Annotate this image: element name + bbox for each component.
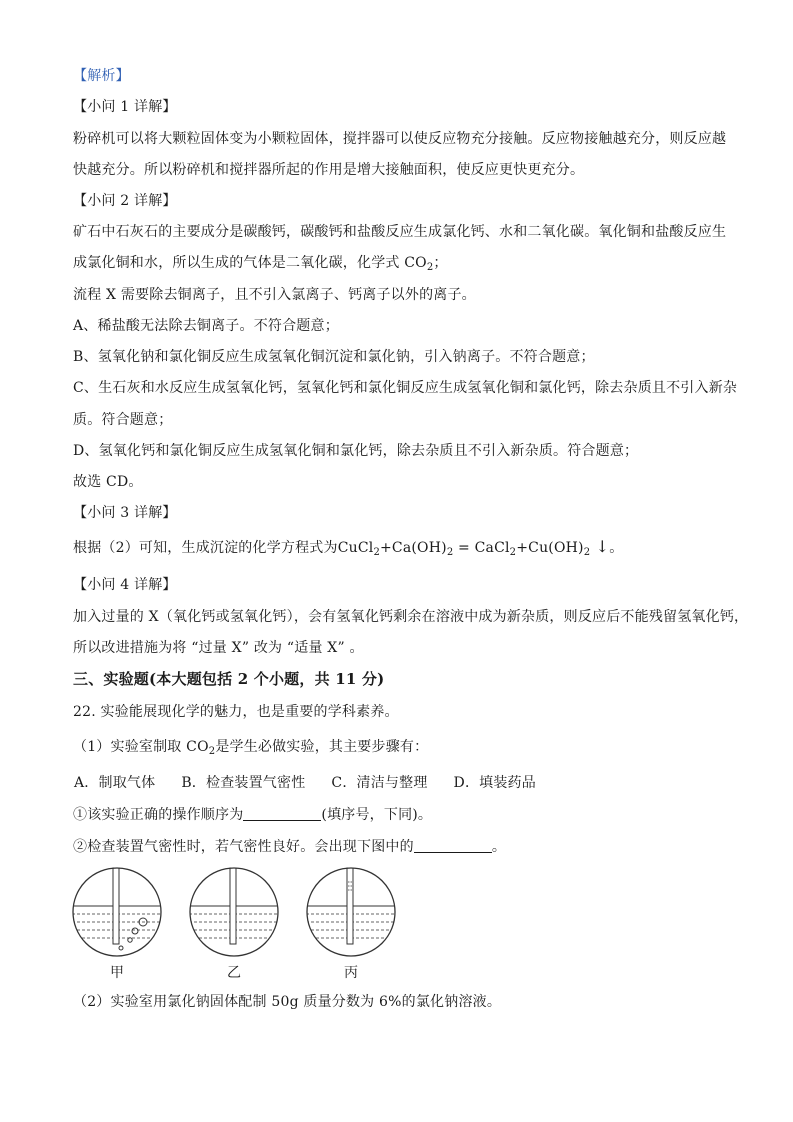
q2-line1: 矿石中石灰石的主要成分是碳酸钙，碳酸钙和盐酸反应生成氯化钙、水和二氧化碳。氧化铜和盐酸反应生 (73, 224, 727, 240)
q22-stem: 22. 实验能展现化学的魅力，也是重要的学科素养。 (73, 704, 399, 720)
q2-option-a: A、稀盐酸无法除去铜离子。不符合题意； (73, 318, 339, 334)
figure-label-yi: 乙 (227, 965, 241, 981)
q22-option-b: B．检查装置气密性 (181, 775, 306, 791)
figure-bing (306, 868, 396, 956)
eq-sub: 2 (446, 547, 454, 558)
figure-label-jia: 甲 (110, 965, 124, 981)
eq-sub: 2 (583, 547, 591, 558)
q2-option-d: D、氢氧化钙和氯化铜反应生成氢氧化铜和氯化钙，除去杂质且不引入新杂质。符合题意； (73, 443, 639, 459)
section-3-title: 三、实验题(本大题包括 2 个小题，共 11 分) (73, 670, 385, 688)
q22-blank1-text: ①该实验正确的操作顺序为 (73, 807, 244, 823)
q22-blank1-line (73, 805, 432, 825)
q22-blank2-end: 。 (491, 839, 507, 855)
q22-options (74, 773, 536, 793)
q1-line1: 粉碎机可以将大颗粒固体变为小颗粒固体，搅拌器可以使反应物充分接触。反应物接触越充分，则反应越 (73, 131, 727, 147)
q4-line2: 所以改进措施为将 “过量 X” 改为 “适量 X” 。 (73, 640, 364, 656)
q22-sub1 (73, 737, 428, 757)
airtightness-figure (72, 864, 412, 984)
figure-jia (72, 868, 162, 956)
q22-sub1-subscript: 2 (208, 746, 216, 757)
q2-option-c-line1: C、生石灰和水反应生成氢氧化钙，氢氧化钙和氯化铜反应生成氢氧化铜和氯化钙，除去杂质且不引入新杂 (73, 380, 738, 396)
q2-line2 (73, 253, 448, 273)
q2-line2-text: 成氯化铜和水，所以生成的气体是二氧化碳，化学式 CO (73, 255, 427, 271)
q2-answer: 故选 CD。 (73, 474, 143, 490)
q3-heading: 【小问 3 详解】 (73, 505, 177, 521)
q22-option-a: A．制取气体 (74, 775, 156, 791)
eq-oh: (OH) (411, 540, 447, 556)
eq-sub: 2 (373, 547, 380, 558)
q22-blank2-line (73, 837, 506, 857)
eq-equals: = (453, 540, 475, 556)
q3-end: 。 (609, 540, 624, 556)
precipitate-arrow-icon: ↓ (590, 537, 610, 556)
figure-yi (189, 868, 279, 956)
q2-line2-end: ； (433, 255, 448, 271)
eq-sub: 2 (509, 547, 517, 558)
q2-heading: 【小问 2 详解】 (73, 193, 177, 209)
figure-label-bing: 丙 (344, 965, 358, 981)
chemical-equation (337, 537, 610, 558)
q1-heading: 【小问 1 详解】 (73, 99, 177, 115)
q22-blank2-text: ②检查装置气密性时，若气密性良好。会出现下图中的 (73, 839, 414, 855)
q4-heading: 【小问 4 详解】 (73, 577, 177, 593)
q2-option-b: B、氢氧化钠和氯化铜反应生成氢氧化铜沉淀和氯化钠，引入钠离子。不符合题意； (73, 349, 595, 365)
q3-equation-line (73, 537, 623, 558)
q22-blank1-end: (填序号，下同)。 (321, 807, 433, 823)
eq-plus-ca: +Ca (380, 540, 412, 556)
q22-sub1-text: （1）实验室制取 CO (73, 739, 209, 755)
q2-option-c-line2: 质。符合题意； (73, 412, 173, 428)
eq-plus-cuoh: +Cu(OH) (516, 540, 584, 556)
q2-line2-subscript: 2 (426, 262, 434, 273)
q2-line3: 流程 X 需要除去铜离子，且不引入氯离子、钙离子以外的离子。 (73, 287, 476, 303)
q22-sub2: （2）实验室用氯化钠固体配制 50g 质量分数为 6%的氯化钠溶液。 (73, 994, 502, 1010)
q22-option-d: D．填装药品 (453, 775, 536, 791)
eq-cucl: CuCl (337, 540, 374, 556)
analysis-heading: 【解析】 (73, 68, 130, 84)
q22-sub1-end: 是学生必做实验，其主要步骤有： (215, 739, 429, 755)
figure-svg (72, 864, 412, 960)
q4-line1: 加入过量的 X（氧化钙或氢氧化钙），会有氢氧化钙剩余在溶液中成为新杂质，则反应后不能残留氢氧化钙， (73, 609, 749, 625)
answer-blank-1[interactable] (243, 806, 321, 821)
q22-option-c: C．清洁与整理 (331, 775, 428, 791)
eq-cacl: CaCl (474, 540, 510, 556)
answer-blank-2[interactable] (414, 838, 492, 853)
q3-text: 根据（2）可知，生成沉淀的化学方程式为 (73, 540, 338, 556)
q1-line2: 快越充分。所以粉碎机和搅拌器所起的作用是增大接触面积，使反应更快更充分。 (73, 162, 585, 178)
